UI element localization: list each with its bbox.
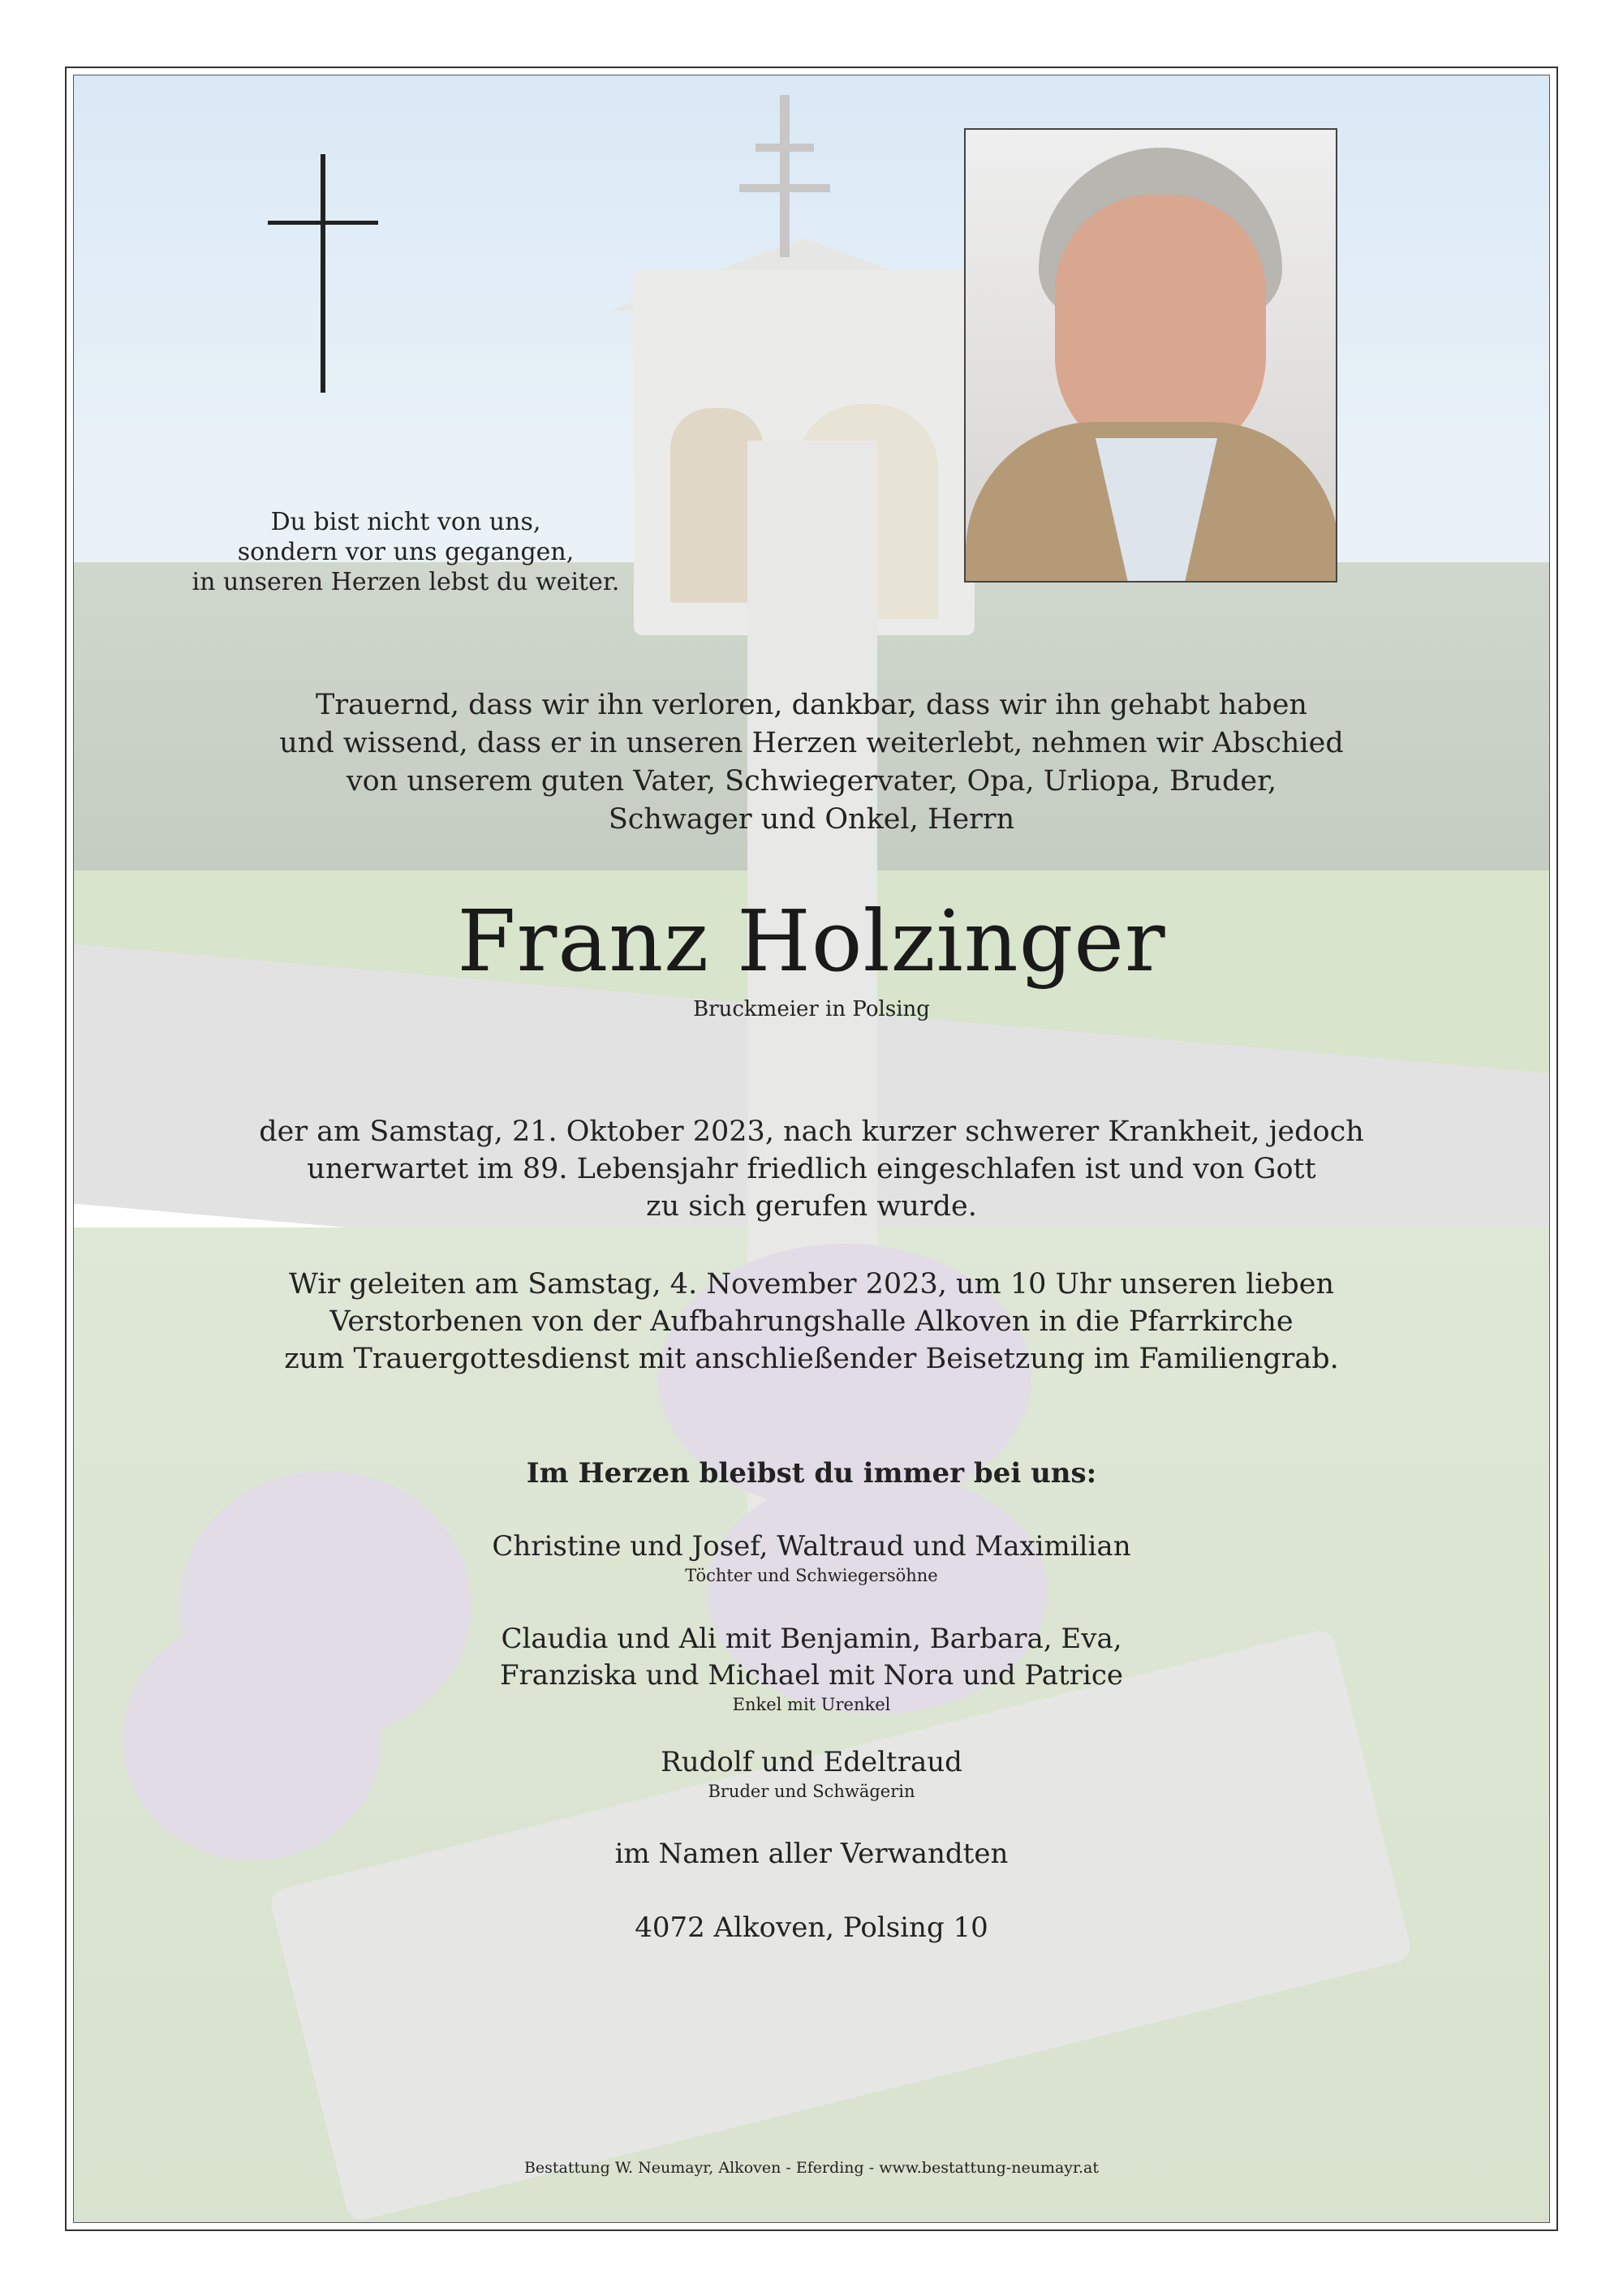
death-notice-line: der am Samstag, 21. Oktober 2023, nach kurzer schwerer Krankheit, jedoch: [259, 1116, 1364, 1148]
portrait-photo: [964, 128, 1337, 583]
family-names: Christine und Josef, Waltraud und Maximilian: [492, 1530, 1131, 1563]
intro-line: Trauernd, dass wir ihn verloren, dankbar, dass wir ihn gehabt haben: [316, 689, 1307, 721]
motto-line: Du bist nicht von uns,: [270, 508, 541, 536]
family-role: Bruder und Schwägerin: [708, 1782, 915, 1801]
intro-line: Schwager und Onkel, Herrn: [608, 803, 1015, 836]
funeral-line: zum Trauergottesdienst mit anschließender Beisetzung im Familiengrab.: [284, 1343, 1339, 1375]
motto: [162, 507, 649, 597]
funeral-home-footer: Bestattung W. Neumayr, Alkoven - Eferding - www.bestattung-neumayr.at: [523, 2159, 1100, 2177]
family-role: Töchter und Schwiegersöhne: [685, 1566, 938, 1585]
death-notice-line: zu sich gerufen wurde.: [646, 1190, 977, 1223]
family-group: [73, 1744, 1550, 1802]
death-notice: [73, 1113, 1550, 1225]
funeral-line: Wir geleiten am Samstag, 4. November 2023, um 10 Uhr unseren lieben: [288, 1268, 1335, 1301]
family-role: Enkel mit Urenkel: [732, 1695, 891, 1714]
family-group: [73, 1529, 1550, 1586]
family-names: Rudolf und Edeltraud: [661, 1746, 962, 1778]
cross-icon: [268, 154, 378, 393]
deceased-name: Franz Holzinger: [457, 892, 1166, 991]
funeral-details: [73, 1266, 1550, 1378]
death-notice-line: unerwartet im 89. Lebensjahr friedlich eingeschlafen ist und von Gott: [307, 1153, 1316, 1185]
address: 4072 Alkoven, Polsing 10: [635, 1911, 988, 1944]
motto-line: in unseren Herzen lebst du weiter.: [192, 568, 620, 596]
intro-line: und wissend, dass er in unseren Herzen weiterlebt, nehmen wir Abschied: [279, 727, 1344, 759]
motto-line: sondern vor uns gegangen,: [237, 538, 575, 566]
deceased-subtitle: Bruckmeier in Polsing: [693, 997, 930, 1021]
heart-line: Im Herzen bleibst du immer bei uns:: [526, 1457, 1097, 1490]
family-names: Franziska und Michael mit Nora und Patrice: [499, 1659, 1124, 1692]
family-names: Claudia und Ali mit Benjamin, Barbara, Eva,: [501, 1623, 1122, 1655]
intro-line: von unserem guten Vater, Schwiegervater, Opa, Urliopa, Bruder,: [346, 765, 1277, 798]
funeral-line: Verstorbenen von der Aufbahrungshalle Alkoven in die Pfarrkirche: [329, 1305, 1294, 1338]
closing-line: im Namen aller Verwandten: [614, 1838, 1009, 1870]
family-group: [73, 1621, 1550, 1715]
intro-text: [73, 686, 1550, 839]
